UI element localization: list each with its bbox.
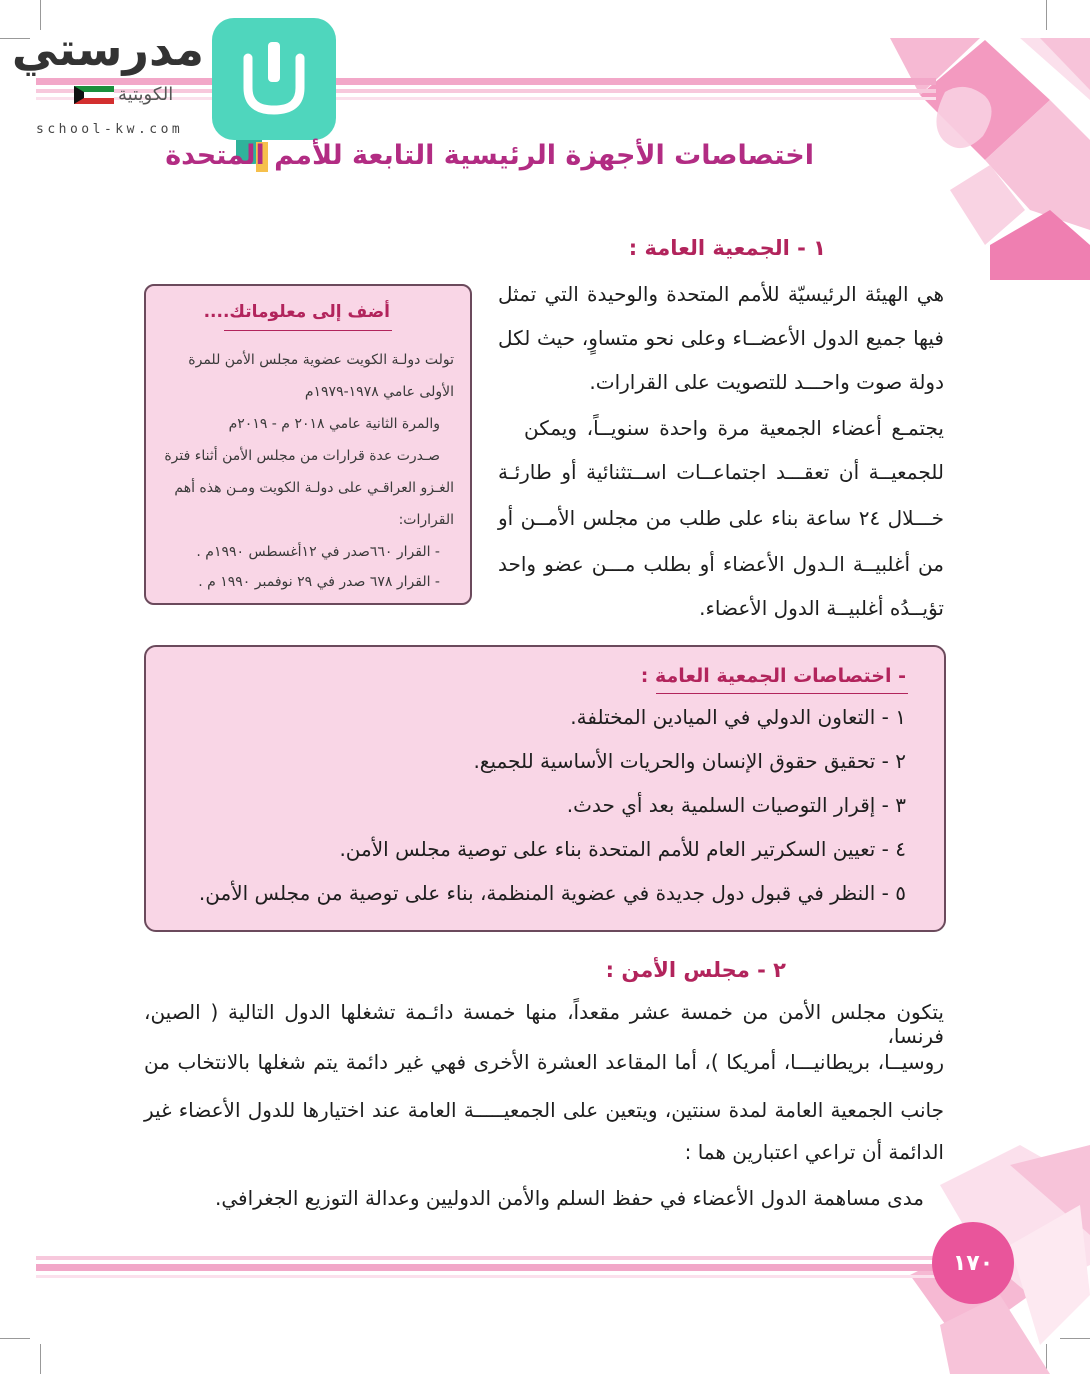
paragraph-line: مدى مساهمة الدول الأعضاء في حفظ السلم والأمن الدوليين وعدالة التوزيع الجغرافي.: [215, 1186, 924, 1210]
crop-mark: [40, 1344, 41, 1374]
paragraph-line: روسيــا، بريطانيـــا، أمريكا )، أما المقاعد العشرة الأخرى فهي غير دائمة يتم شغلها بالانتخاب من: [144, 1050, 944, 1074]
crop-mark: [0, 1338, 30, 1339]
corner-decoration-top: [850, 30, 1090, 280]
list-item: ٤ - تعيين السكرتير العام للأمم المتحدة بناء على توصية مجلس الأمن.: [339, 837, 906, 861]
info-line: الأولى عامي ١٩٧٨-١٩٧٩م: [304, 384, 454, 400]
list-item: ٥ - النظر في قبول دول جديدة في عضوية المنظمة، بناء على توصية من مجلس الأمن.: [198, 881, 906, 905]
info-line: الغـزو العراقـي على دولـة الكويت ومـن هذه أهم: [174, 480, 454, 496]
info-line: - القرار ٦٧٨ صدر في ٢٩ نوفمبر ١٩٩٠ م .: [198, 574, 440, 590]
list-item: ١ - التعاون الدولي في الميادين المختلفة.: [570, 705, 906, 729]
paragraph-line: فيها جميع الدول الأعضــاء وعلى نحو متساوٍ، حيث لكل: [498, 326, 944, 350]
logo-url: school-kw.com: [36, 122, 184, 137]
logo-wordmark: مدرستي: [11, 22, 204, 76]
info-line: تولت دولـة الكويت عضوية مجلس الأمن للمرة: [188, 352, 454, 368]
paragraph-line: للجمعيــة أن تعقـــد اجتماعــات اســتثنائية أو طارئـة: [498, 460, 944, 484]
info-box: [144, 284, 472, 605]
paragraph-line: الدائمة أن تراعي اعتبارين هما :: [684, 1140, 944, 1164]
functions-box-underline: [656, 693, 908, 694]
info-box-underline: [224, 330, 392, 331]
page-title: اختصاصات الأجهزة الرئيسية التابعة للأمم المتحدة: [165, 140, 814, 171]
paragraph-line: يتكون مجلس الأمن من خمسة عشر مقعداً، منها خمسة دائـمة تشغلها الدول التالية ( الصين، فرنسا،: [144, 1000, 944, 1048]
section-heading-general-assembly: ١ - الجمعية العامة :: [628, 236, 826, 260]
list-item: ٣ - إقرار التوصيات السلمية بعد أي حدث.: [566, 793, 906, 817]
footer-band: [36, 1256, 941, 1282]
paragraph-line: دولة صوت واحـــد للتصويت على القرارات.: [589, 370, 944, 394]
list-item: ٢ - تحقيق حقوق الإنسان والحريات الأساسية للجميع.: [473, 749, 906, 773]
functions-box-title: - اختصاصات الجمعية العامة :: [640, 665, 906, 687]
info-line: القرارات:: [398, 512, 454, 528]
info-line: والمرة الثانية عامي ٢٠١٨ م - ٢٠١٩م: [228, 416, 440, 432]
section-heading-security-council: ٢ - مجلس الأمن :: [605, 958, 786, 982]
paragraph-line: جانب الجمعية العامة لمدة سنتين، ويتعين على الجمعيـــــة العامة عند اختيارها للدول الأعضاء غير: [144, 1098, 944, 1122]
paragraph-line: يجتمـع أعضاء الجمعية مرة واحدة سنويــاً، ويمكن: [524, 416, 944, 440]
info-line: صـدرت عدة قرارات من مجلس الأمن أثناء فترة: [164, 448, 440, 464]
info-box-title: أضف إلى معلوماتك....: [203, 302, 390, 322]
paragraph-line: هي الهيئة الرئيسيّة للأمم المتحدة والوحيدة التي تمثل: [498, 282, 944, 306]
logo-subtitle: الكويتية: [118, 84, 174, 105]
crop-mark: [1046, 0, 1047, 30]
page-number: ١٧٠: [932, 1222, 1014, 1304]
paragraph-line: خـــلال ٢٤ ساعة بناء على طلب من مجلس الأمــن أو: [498, 506, 944, 530]
kuwait-flag-icon: [74, 86, 114, 104]
info-line: - القرار ٦٦٠صدر في ١٢أغسطس ١٩٩٠م .: [196, 544, 440, 560]
paragraph-line: تؤيــدُه أغلبيــة الدول الأعضاء.: [699, 596, 944, 620]
functions-box: [144, 645, 946, 932]
paragraph-line: من أغلبيــة الـدول الأعضاء أو بطلب مـــن عضو واحد: [498, 552, 944, 576]
